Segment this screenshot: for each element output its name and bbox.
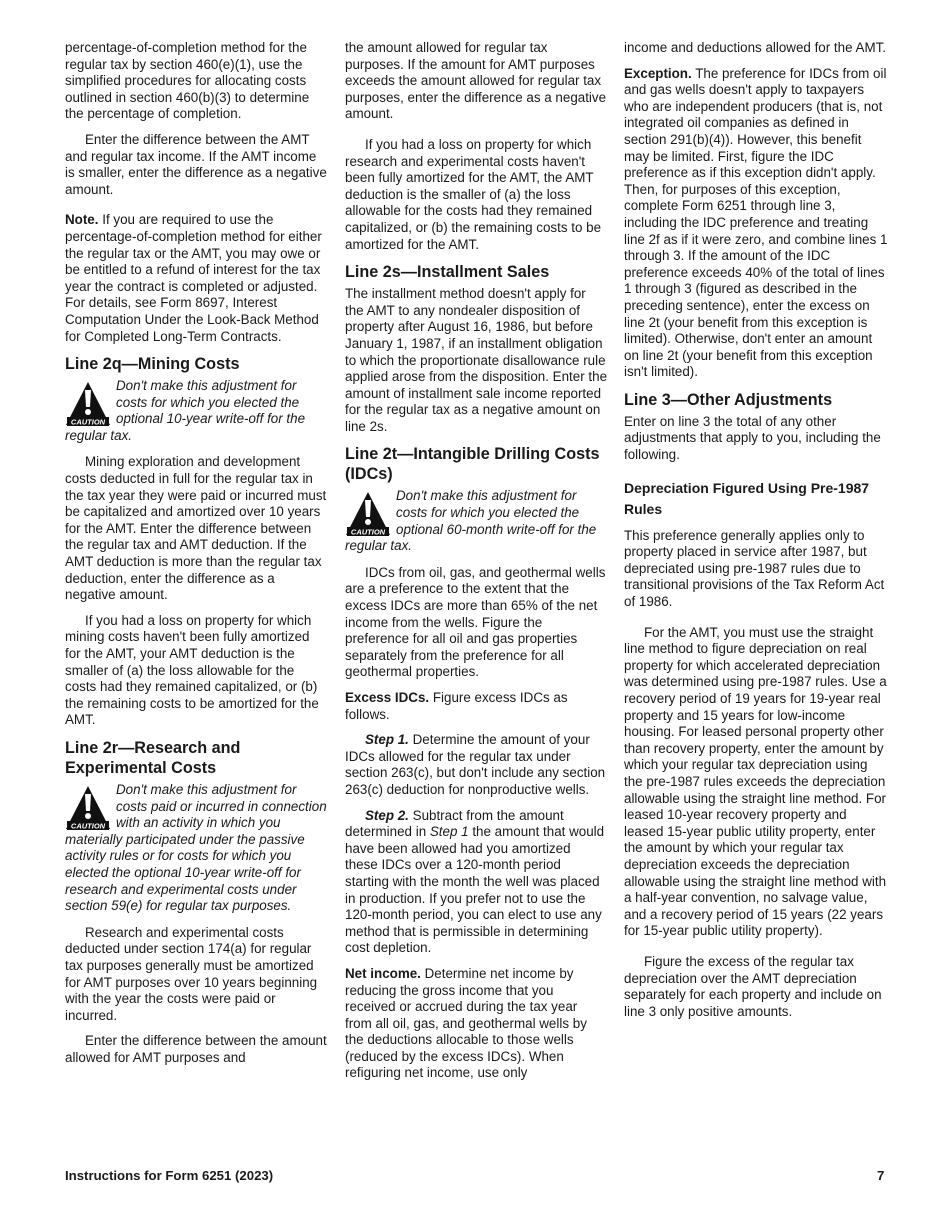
exception-paragraph (624, 66, 888, 381)
paragraph: Mining exploration and development costs deducted in full for the regular tax in the tax year they were paid or incurred must be capitalized and amortized over 10 years for the AMT. Enter the difference between the regular tax and AMT deduction. If the AMT deduction is more than the regular tax deduction, enter the difference as a negative amount. (65, 454, 327, 603)
heading-depreciation: Depreciation Figured Using Pre-1987 Rules (624, 479, 870, 517)
caution-icon (345, 491, 391, 537)
caution-word: CAUTION (350, 527, 386, 537)
paragraph: Enter on line 3 the total of any other adjustments that apply to you, including the following. (624, 413, 881, 463)
exception-label: Exception. (624, 65, 692, 81)
caution-word: CAUTION (70, 821, 106, 831)
heading-line-3: Line 3—Other Adjustments (624, 390, 833, 409)
caution-icon (65, 785, 111, 831)
caution-text: Don't make this adjustment for costs paid or incurred in connection with an activity in which you materially participated under the passive activity rules or for costs for which you elected the optional 10-year write-off for research and experimental costs under section 59(e) for regular tax purposes. (65, 781, 327, 914)
heading-line-2q: Line 2q—Mining Costs (65, 355, 240, 374)
net-income-label: Net income. (345, 965, 421, 981)
paragraph: income and deductions allowed for the AMT. (624, 40, 887, 55)
net-income-text: Determine net income by reducing the gross income that you received or accrued during the tax year from all oil, gas, and geothermal wells by the deductions allocable to those wells (reduced by the excess IDCs). When refiguring net income, use only (345, 965, 587, 1081)
column-3 (624, 40, 888, 1029)
paragraph: The installment method doesn't apply for the AMT to any nondealer disposition of property after August 16, 1986, but before January 1, 1987, if an installment obligation to which the proportionate disallowance rule applied arose from the disposition. Enter the amount of installment sale income reported for the regular tax as a negative amount on line 2s. (345, 286, 608, 434)
paragraph: percentage-of-completion method for the regular tax by section 460(e)(1), use the simplified procedures for allocating costs outlined in section 460(b)(3) to determine the percentage of completion. (65, 40, 310, 122)
caution-icon (65, 381, 111, 427)
excess-idcs-text: Figure excess IDCs as follows. (345, 690, 568, 722)
heading-line-2s: Line 2s—Installment Sales (345, 263, 550, 282)
caution-block (65, 782, 327, 915)
paragraph: If you had a loss on property for which research and experimental costs haven't been fully amortized for the AMT, the AMT deduction is the smaller of (a) the loss allowable for the costs had they remained capitalized, or (b) the remaining costs to be amortized for the AMT. (345, 136, 602, 252)
paragraph: the amount allowed for regular tax purposes. If the amount for AMT purposes exceeds the amount allowed for regular tax purposes, enter the difference as a negative amount. (345, 40, 607, 122)
excess-idcs-label: Excess IDCs. (345, 690, 430, 705)
heading-line-2r: Line 2r—Research and Experimental Costs (65, 738, 241, 777)
heading-line-2t: Line 2t—Intangible Drilling Costs (IDCs) (345, 445, 600, 484)
caution-block (65, 378, 327, 444)
caution-text: Don't make this adjustment for costs for which you elected the optional 60-month write-off for the regular tax. (345, 488, 597, 554)
step-2-label: Step 2. (365, 807, 409, 823)
paragraph: This preference generally applies only to property placed in service after 1987, but depreciated using pre-1987 rules due to transitional provisions of the Tax Reform Act of 1986. (624, 527, 885, 610)
step-1-paragraph (345, 732, 607, 798)
paragraph: Figure the excess of the regular tax depreciation over the AMT depreciation separately for each property and include on line 3 only positive amounts. (624, 953, 882, 1019)
step-1-text: Determine the amount of your IDCs allowed for the regular tax under section 263(c), but don't include any section 263(c) deduction for nonproductive wells. (345, 732, 606, 797)
net-income-paragraph (345, 966, 607, 1082)
paragraph: For the AMT, you must use the straight line method to figure depreciation on real property for which accelerated depreciation was determined using pre-1987 rules. Use a recovery period of 19 years for 19-year real property and 15 years for low-income housing. For leased personal property other than recovery property, enter the amount by which your regular tax depreciation using the pre-1987 rules exceeds the depreciation allowable using the straight line method. For leased 10-year recovery property and leased 15-year public utility property, enter the amount by which your regular tax depreciation exceeds the depreciation allowable using the straight line method with a half-year convention, no salvage value, and a recovery period of 15 years (22 years for 15-year public utility property). (624, 624, 887, 939)
note-label: Note. (65, 212, 99, 228)
paragraph: IDCs from oil, gas, and geothermal wells are a preference to the extent that the excess IDCs are more than 65% of the net income from the wells. Figure the preference for all oil and gas properties separately from the preference for all geothermal properties. (345, 564, 606, 680)
column-1 (65, 40, 327, 1075)
step-2-text-cont: the amount that would have been allowed had you amortized these IDCs over a 120-month period starting with the month the well was placed in production. If you prefer not to use the 120-month period, you can elect to use any method that is permissible in determining cost depletion. (345, 824, 605, 956)
note-text: If you are required to use the percentage-of-completion method for either the regular tax or the AMT, you may owe or be entitled to a refund of interest for the tax year the contract is completed or adjusted. For details, see Form 8697, Interest Computation Under the Look-Back Method for Completed Long-Term Contracts. (65, 212, 322, 344)
footer-title: Instructions for Form 6251 (2023) (65, 1168, 274, 1183)
caution-block (345, 488, 607, 554)
note-paragraph (65, 212, 327, 345)
step-1-label: Step 1. (365, 732, 409, 748)
step-2-paragraph (345, 808, 607, 957)
exception-text: The preference for IDCs from oil and gas wells doesn't apply to taxpayers who are independent producers (that is, not integrated oil companies as defined in section 291(b)(4)). However, this benefit may be limited. First, figure the IDC preference as if this exception didn't apply. Then, for purposes of this exception, complete Form 6251 through line 3, including the IDC preference and treating line 2f as if it were zero, and combine lines 1 through 3. If the amount of the IDC preference exceeds 40% of the total of lines 1 through 3 (figured as described in the preceding sentence), enter the excess on line 2t (your benefit from this exception is limited). Otherwise, don't enter an amount on line 2t (your benefit from this exception isn't limited). (624, 65, 888, 380)
paragraph: Enter the difference between the AMT and regular tax income. If the AMT income is smaller, enter the difference as a negative amount. (65, 131, 327, 197)
page-number: 7 (877, 1168, 885, 1183)
paragraph: If you had a loss on property for which mining costs haven't been fully amortized for the AMT, your AMT deduction is the smaller of (a) the loss allowable for the costs had they remained capitalized, or (b) the remaining costs to be amortized for the AMT. (65, 612, 319, 728)
caution-text: Don't make this adjustment for costs for which you elected the optional 10-year write-off for the regular tax. (65, 378, 306, 443)
caution-word: CAUTION (70, 417, 106, 427)
paragraph: Research and experimental costs deducted under section 174(a) for regular tax purposes generally must be amortized for AMT purposes over 10 years beginning with the year the costs were paid or incurred. (65, 924, 318, 1023)
step-2-ref: Step 1 (429, 824, 469, 840)
step-2-text: Subtract from the amount determined in (345, 807, 564, 840)
column-2 (345, 40, 607, 1091)
excess-idcs-paragraph (345, 690, 607, 723)
paragraph: Enter the difference between the amount allowed for AMT purposes and (65, 1033, 327, 1065)
